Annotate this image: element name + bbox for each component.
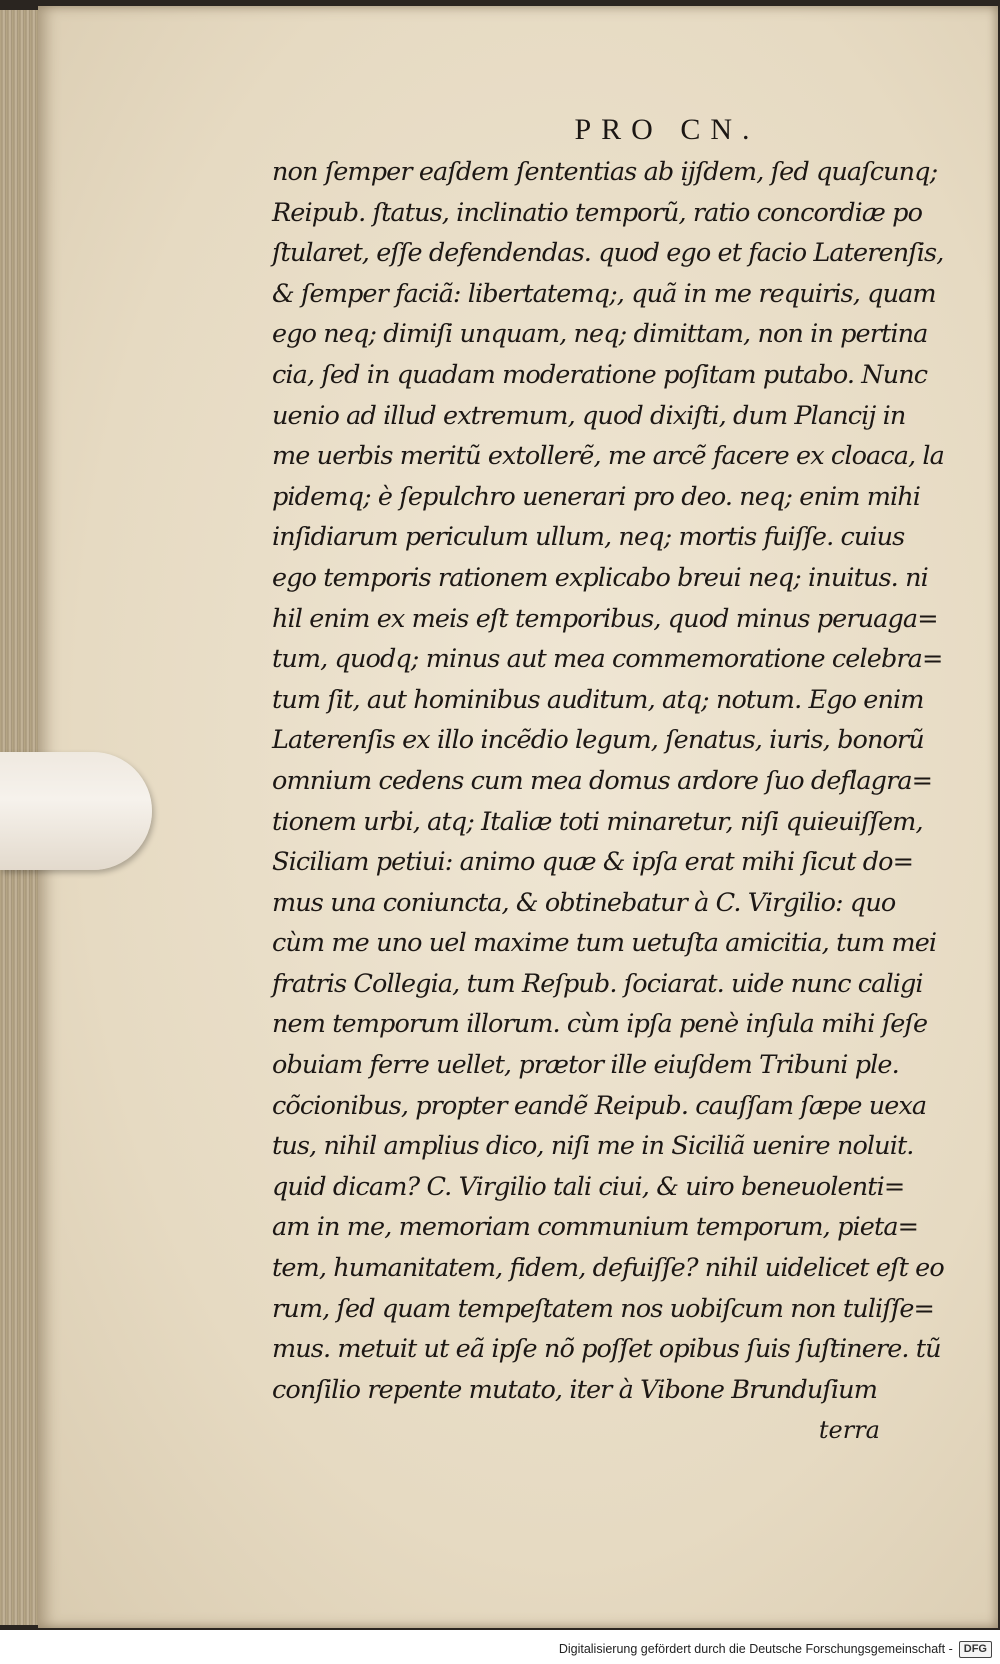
text-line: cõcionibus, propter eandẽ Reipub. cauſſam ſæpe uexa: [272, 1090, 927, 1121]
text-line: fratris Collegia, tum Reſpub. ſociarat. uide nunc caligi: [272, 968, 923, 999]
catchword: terra: [818, 1416, 880, 1445]
text-line: ſtularet, eſſe defendendas. quod ego et facio Laterenſis,: [272, 238, 944, 269]
text-line: me uerbis meritũ extollerẽ, me arcẽ facere ex cloaca, la: [272, 441, 944, 472]
text-line: cia, ſed in quadam moderatione poſitam putabo. Nunc: [272, 359, 928, 390]
text-line: & ſemper faciã: libertatemq;, quã in me requiris, quam: [272, 278, 936, 309]
text-line: mus una coniuncta, & obtinebatur à C. Virgilio: quo: [272, 887, 896, 918]
running-head: PRO CN.: [574, 113, 760, 146]
text-line: mus. metuit ut eã ipſe nõ poſſet opibus ſuis ſuſtinere. tũ: [272, 1334, 941, 1365]
page-text-block: [272, 112, 944, 1448]
text-line: tem, humanitatem, fidem, defuiſſe? nihil uidelicet eſt eo: [272, 1253, 944, 1284]
text-line: uenio ad illud extremum, quod dixiſti, dum Plancij in: [272, 400, 906, 431]
footer-credit-text: Digitalisierung gefördert durch die Deutsche Forschungsgemeinschaft -: [558, 1642, 953, 1656]
dfg-logo-icon: DFG: [959, 1641, 992, 1658]
digitization-credit-footer: [0, 1634, 1000, 1664]
text-line: Siciliam petiui: animo quæ & ipſa erat mihi ſicut do=: [272, 847, 914, 878]
text-line: rum, ſed quam tempeſtatem nos uobiſcum non tuliſſe=: [272, 1293, 935, 1324]
text-line: cùm me uno uel maxime tum uetuſta amicitia, tum mei: [272, 928, 937, 959]
holding-finger: [0, 752, 152, 870]
text-line: obuiam ferre uellet, prætor ille eiuſdem Tribuni ple.: [272, 1050, 899, 1081]
text-line: conſilio repente mutato, iter à Vibone Brunduſium: [272, 1374, 877, 1405]
text-line: quid dicam? C. Virgilio tali ciui, & uiro beneuolenti=: [272, 1171, 905, 1202]
text-line: ego temporis rationem explicabo breui neq; inuitus. ni: [272, 562, 928, 593]
text-line: inſidiarum periculum ullum, neq; mortis fuiſſe. cuius: [272, 522, 905, 553]
text-line: nem temporum illorum. cùm ipſa penè inſula mihi ſeſe: [272, 1009, 928, 1040]
text-line: non ſemper eaſdem ſententias ab ijſdem, ſed quaſcunq;: [272, 157, 938, 187]
text-line: am in me, memoriam communium temporum, pieta=: [272, 1212, 919, 1243]
text-line: ego neq; dimiſi unquam, neq; dimittam, non in pertina: [272, 319, 928, 350]
text-lines: [272, 152, 944, 1410]
text-line: pidemq; è ſepulchro uenerari pro deo. neq; enim mihi: [272, 481, 921, 512]
text-line: tionem urbi, atq; Italiæ toti minaretur, niſi quieuiſſem,: [272, 806, 923, 837]
text-line: Laterenſis ex illo incẽdio legum, ſenatus, iuris, bonorũ: [272, 725, 924, 756]
text-line: Reipub. ſtatus, inclinatio temporũ, ratio concordiæ po: [272, 197, 923, 228]
text-line: tum ſit, aut hominibus auditum, atq; notum. Ego enim: [272, 684, 924, 715]
text-line: hil enim ex meis eſt temporibus, quod minus peruaga=: [272, 603, 938, 634]
text-line: tus, nihil amplius dico, niſi me in Siciliã uenire noluit.: [272, 1131, 914, 1162]
text-line: tum, quodq; minus aut mea commemoratione celebra=: [272, 644, 943, 675]
text-line: omnium cedens cum mea domus ardore ſuo deflagra=: [272, 765, 933, 796]
